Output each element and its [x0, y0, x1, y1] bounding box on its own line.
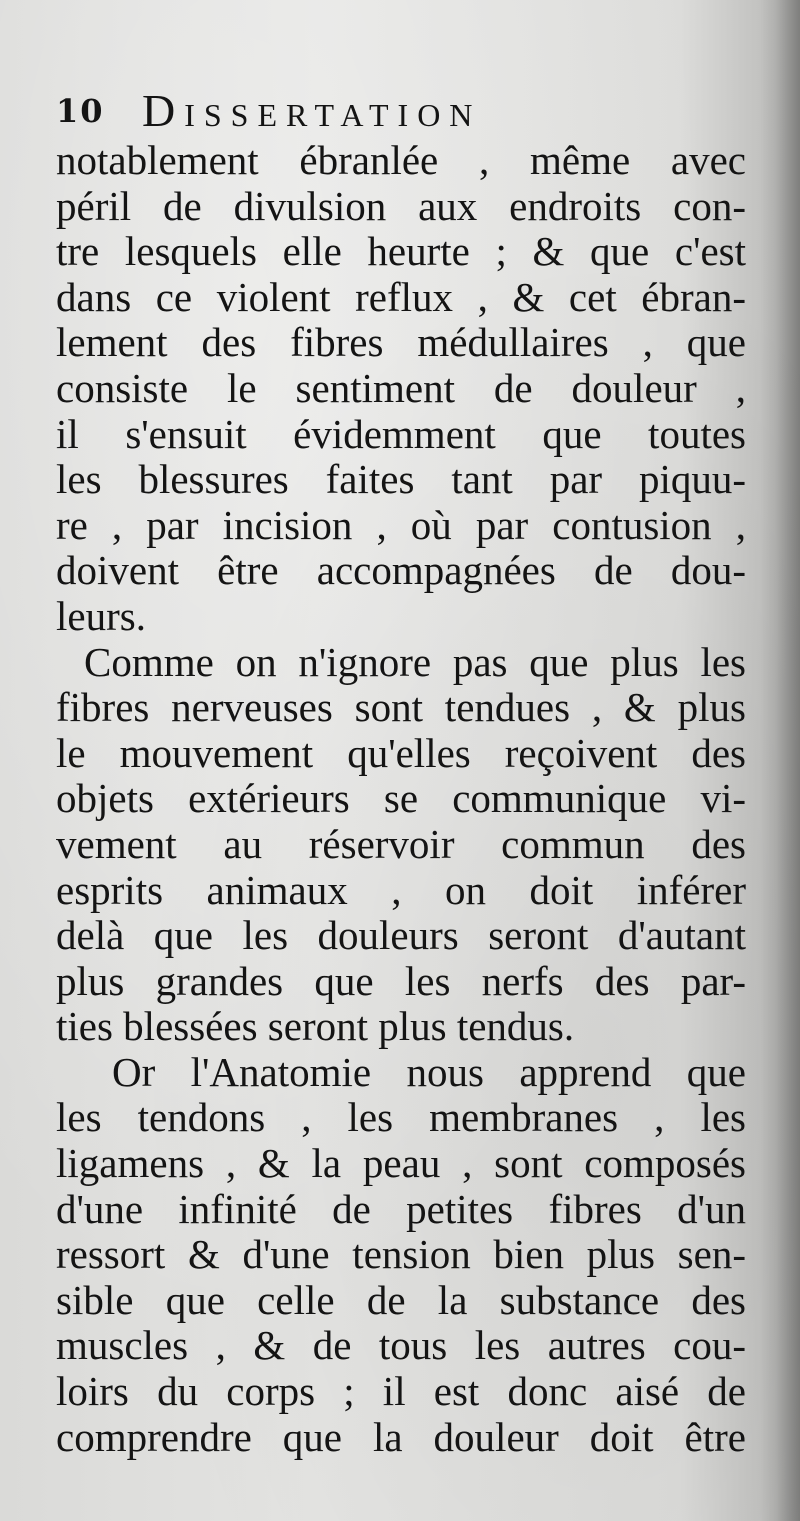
running-head: Dissertation — [142, 85, 482, 136]
text-line: lement des fibres médullaires , que — [56, 320, 746, 366]
text-line: objets extérieurs se communique vi- — [56, 776, 746, 822]
text-line: Or l'Anatomie nous apprend que — [112, 1049, 746, 1095]
text-line: dans ce violent reflux , & cet ébran- — [56, 274, 746, 320]
text-line: sible que celle de la substance des — [56, 1277, 746, 1323]
text-line: il s'ensuit évidemment que toutes — [56, 411, 746, 457]
text-line: plus grandes que les nerfs des par- — [56, 958, 746, 1004]
page-header — [56, 84, 746, 140]
text-line: les blessures faites tant par piquu- — [56, 457, 746, 503]
page-number: 10 — [56, 92, 105, 130]
text-line: vement au réservoir commun des — [56, 821, 746, 867]
text-line: d'une infinité de petites fibres d'un — [56, 1186, 746, 1232]
text-line: comprendre que la douleur doit être — [56, 1414, 746, 1460]
text-line: ressort & d'une tension bien plus sen- — [56, 1232, 746, 1278]
text-line: tre lesquels elle heurte ; & que c'est — [56, 229, 746, 275]
text-line: re , par incision , où par contusion , — [56, 502, 746, 548]
text-line: delà que les douleurs seront d'autant — [56, 913, 746, 959]
text-line: esprits animaux , on doit inférer — [56, 867, 746, 913]
text-line: loirs du corps ; il est donc aisé de — [56, 1369, 746, 1415]
text-line: notablement ébranlée , même avec — [56, 138, 746, 183]
text-line: leurs. — [56, 593, 146, 639]
text-line: péril de divulsion aux endroits con- — [56, 183, 746, 229]
body-text — [56, 138, 746, 1460]
text-line: ties blessées seront plus tendus. — [56, 1004, 575, 1050]
text-line: consiste le sentiment de douleur , — [56, 365, 746, 411]
text-line: ligamens , & la peau , sont composés — [56, 1141, 746, 1187]
text-line: les tendons , les membranes , les — [56, 1095, 746, 1141]
text-line: le mouvement qu'elles reçoivent des — [56, 730, 746, 776]
text-line: doivent être accompagnées de dou- — [56, 548, 746, 594]
text-line: Comme on n'ignore pas que plus les — [84, 639, 746, 685]
text-line: muscles , & de tous les autres cou- — [56, 1323, 746, 1369]
text-line: fibres nerveuses sont tendues , & plus — [56, 685, 746, 731]
page-edge-shadow — [760, 0, 800, 1521]
